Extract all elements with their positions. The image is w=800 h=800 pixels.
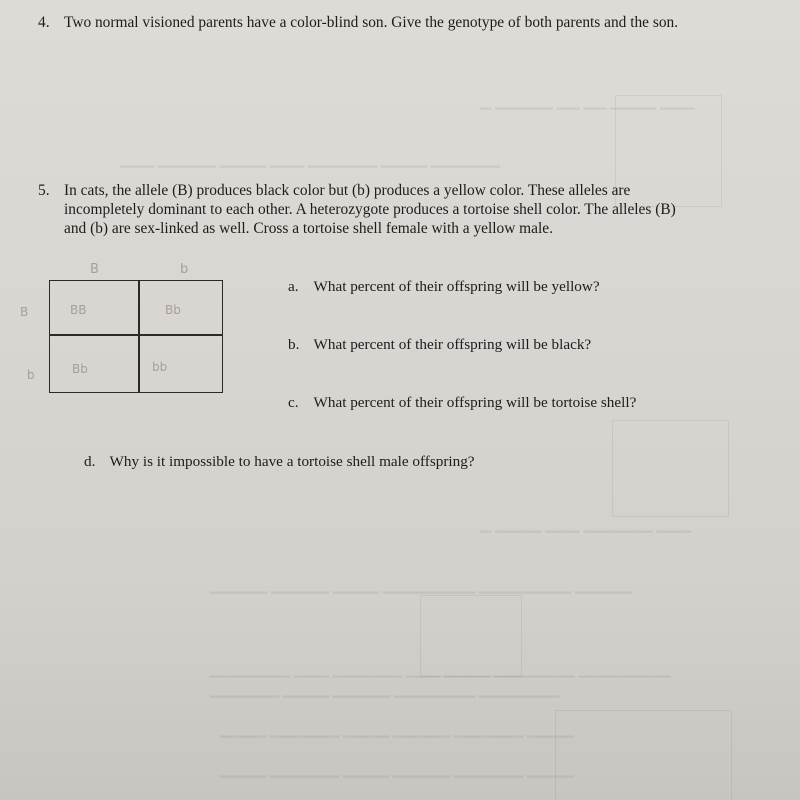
- punnett-divider-vertical: [138, 281, 140, 392]
- question-4-text: Two normal visioned parents have a color-blind son. Give the genotype of both parents and the son.: [64, 14, 679, 31]
- pencil-side-top: B: [20, 305, 29, 319]
- pencil-cell-3: Bb: [72, 362, 88, 376]
- part-c-text: What percent of their offspring will be tortoise shell?: [313, 394, 637, 411]
- bleed-through-text: ▁▁▁▁▁ ▁▁▁▁▁▁▁▁ ▁▁▁▁▁▁▁▁ ▁▁▁▁ ▁▁▁▁▁ ▁▁▁▁▁: [210, 578, 633, 594]
- pencil-cell-4: bb: [152, 360, 168, 374]
- question-4: [38, 13, 758, 35]
- bleed-through-box: [555, 710, 732, 800]
- part-a: [288, 278, 600, 296]
- punnett-square: [49, 280, 223, 393]
- pencil-cell-1: BB: [70, 303, 87, 317]
- pencil-header-right: b: [180, 262, 189, 277]
- question-5-line-2: incompletely dominant to each other. A heterozygote produces a tortoise shell color. The alleles (B): [64, 201, 676, 218]
- part-d-text: Why is it impossible to have a tortoise shell male offspring?: [109, 453, 475, 470]
- bleed-through-text: ▁▁▁ ▁▁▁▁ ▁▁ ▁▁ ▁▁▁▁▁ ▁: [480, 94, 695, 110]
- part-a-letter: a.: [288, 278, 299, 295]
- part-b-text: What percent of their offspring will be black?: [313, 336, 592, 353]
- bleed-through-text: ▁▁▁▁ ▁▁▁▁▁▁ ▁▁▁▁▁ ▁▁▁▁ ▁▁▁▁▁▁ ▁▁▁▁: [220, 762, 574, 778]
- bleed-through-box: [420, 595, 522, 677]
- question-5: [38, 181, 758, 243]
- question-5-line-1: In cats, the allele (B) produces black color but (b) produces a yellow color. These alleles are: [64, 182, 631, 199]
- bleed-through-text: ▁▁▁▁ ▁▁▁▁▁▁ ▁▁▁▁▁ ▁▁▁▁ ▁▁▁▁▁▁ ▁▁▁▁: [220, 722, 574, 738]
- part-a-text: What percent of their offspring will be yellow?: [313, 278, 600, 295]
- part-c: [288, 394, 636, 412]
- part-b-letter: b.: [288, 336, 300, 353]
- question-4-number: 4.: [38, 14, 50, 31]
- pencil-side-bottom: b: [27, 368, 35, 382]
- bleed-through-text: ▁▁▁ ▁▁▁▁▁▁ ▁▁▁ ▁▁▁▁ ▁: [480, 517, 692, 533]
- pencil-cell-2: Bb: [165, 303, 181, 317]
- question-5-line-3: and (b) are sex-linked as well. Cross a tortoise shell female with a yellow male.: [64, 220, 553, 237]
- punnett-divider-horizontal: [50, 334, 222, 336]
- bleed-through-text: ▁▁▁▁▁▁▁▁ ▁▁▁▁▁▁▁ ▁▁▁▁ ▁▁▁ ▁▁▁▁▁▁ ▁▁▁ ▁▁▁▁▁▁▁: [210, 662, 671, 678]
- part-b: [288, 336, 591, 354]
- part-d-letter: d.: [84, 453, 96, 470]
- part-d: [84, 453, 475, 471]
- bleed-through-text: ▁▁▁▁▁▁▁ ▁▁▁▁▁▁▁ ▁▁▁▁▁ ▁▁▁▁ ▁▁▁▁▁▁: [210, 682, 560, 698]
- pencil-header-left: B: [90, 262, 99, 277]
- bleed-through-box: [612, 420, 729, 517]
- part-c-letter: c.: [288, 394, 299, 411]
- bleed-through-text: ▁▁▁▁▁▁ ▁▁▁▁ ▁▁▁▁▁▁ ▁▁▁ ▁▁▁▁ ▁▁▁▁▁ ▁▁▁: [120, 152, 501, 168]
- question-5-number: 5.: [38, 182, 50, 199]
